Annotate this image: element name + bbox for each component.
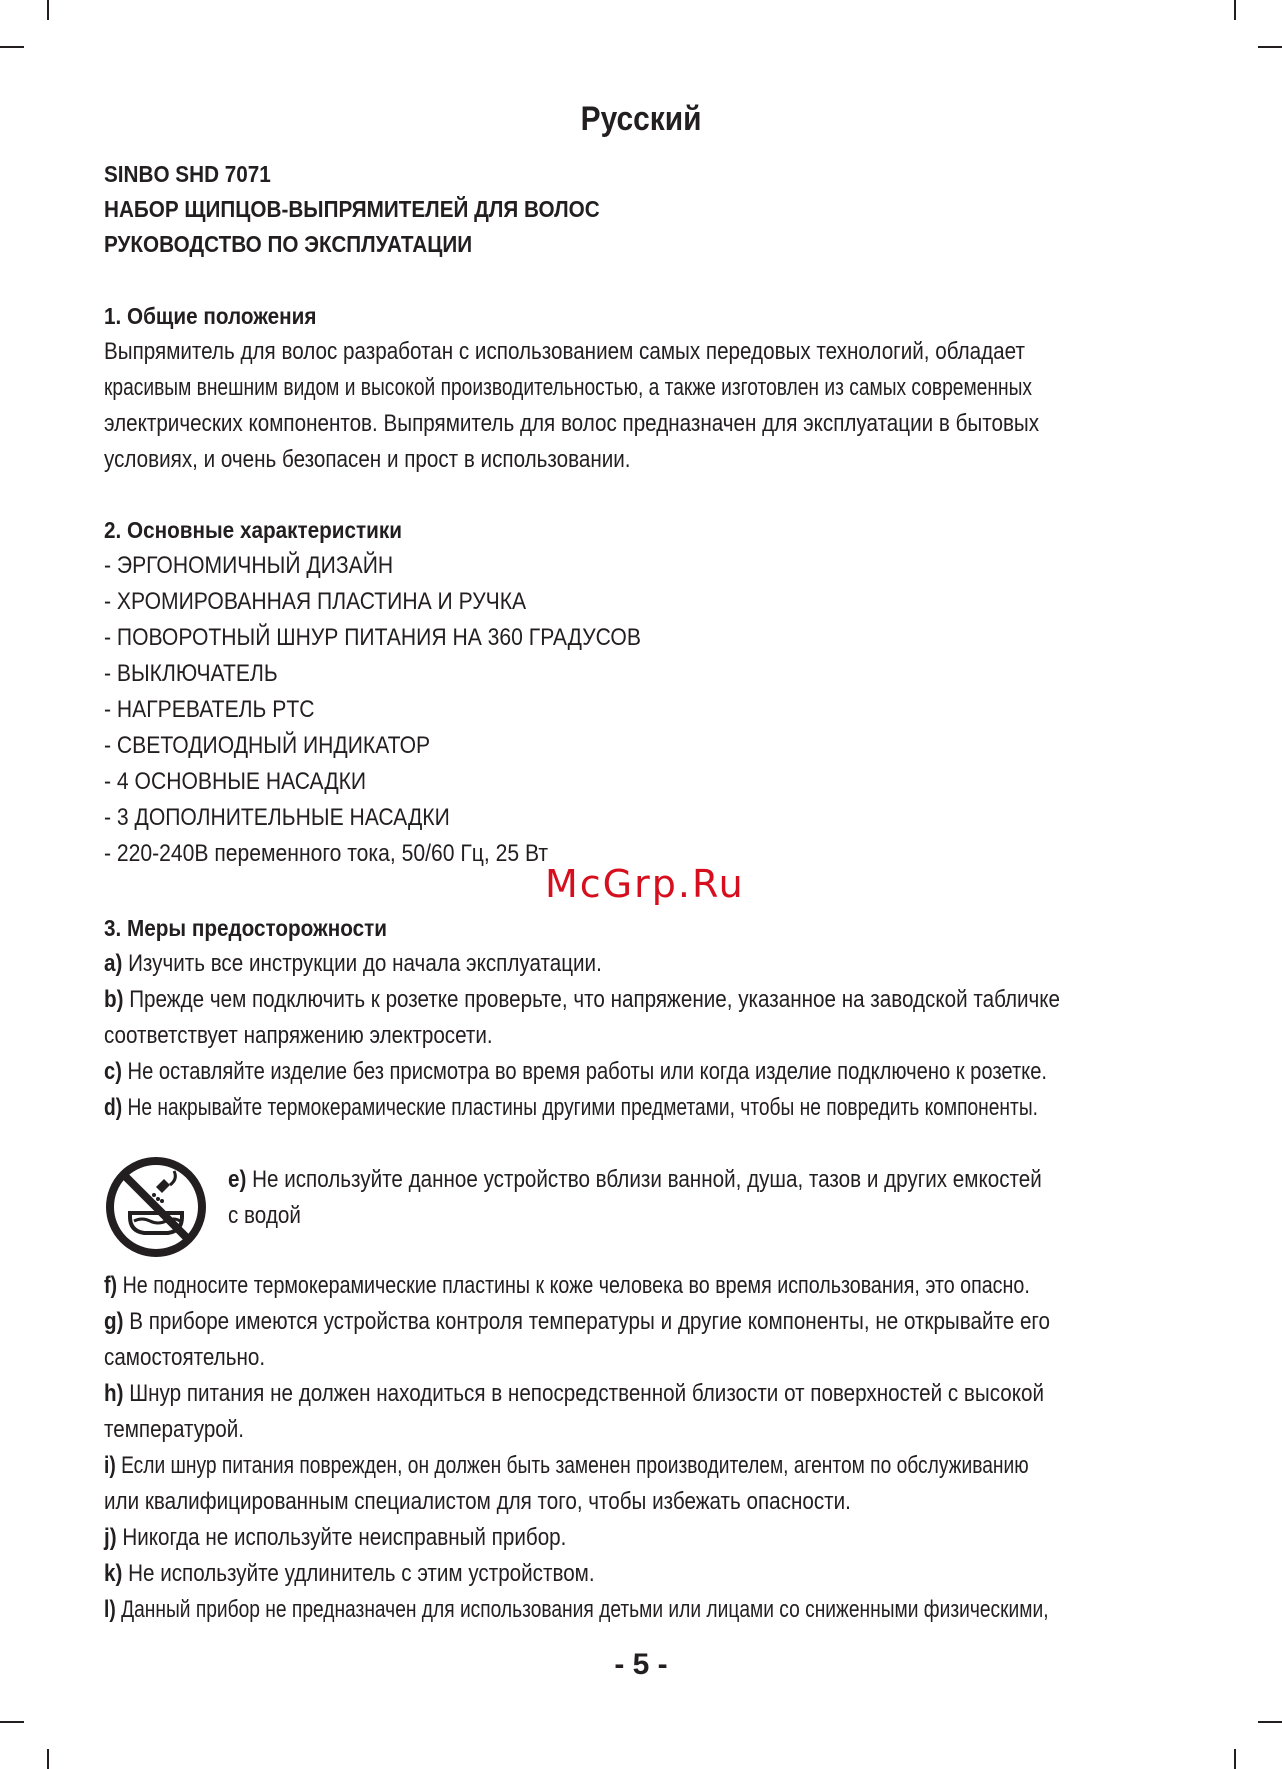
page-number: - 5 - — [614, 1648, 668, 1681]
precaution-i: i) Если шнур питания поврежден, он должен быть заменен производителем, агентом по обслуживанию — [104, 1452, 1029, 1479]
crop-mark — [1234, 1749, 1236, 1769]
precaution-g: g) В приборе имеются устройства контроля температуры и другие компоненты, не открывайте его — [104, 1308, 1050, 1335]
watermark: McGrp.Ru — [545, 862, 745, 906]
precaution-c: c) Не оставляйте изделие без присмотра во время работы или когда изделие подключено к розетке. — [104, 1058, 1048, 1085]
precaution-h: h) Шнур питания не должен находиться в непосредственной близости от поверхностей с высокой — [104, 1380, 1045, 1407]
list-item: - ЭРГОНОМИЧНЫЙ ДИЗАЙН — [104, 552, 394, 579]
precaution-a: a) Изучить все инструкции до начала эксплуатации. — [104, 950, 602, 977]
precaution-k: k) Не используйте удлинитель с этим устройством. — [104, 1560, 595, 1587]
precaution-e-cont: с водой — [228, 1202, 301, 1229]
section-title: 2. Основные характеристики — [104, 517, 402, 543]
precaution-i-cont: или квалифицированным специалистом для того, чтобы избежать опасности. — [104, 1488, 851, 1515]
crop-mark — [0, 46, 24, 48]
no-water-bath-icon — [104, 1155, 208, 1259]
paragraph-line: электрических компонентов. Выпрямитель для волос предназначен для эксплуатации в бытовых — [104, 410, 1040, 437]
page-header-language: Русский — [580, 100, 702, 138]
document-title — [104, 157, 734, 262]
precaution-j: j) Никогда не используйте неисправный прибор. — [104, 1524, 567, 1551]
manual-name: РУКОВОДСТВО ПО ЭКСПЛУАТАЦИИ — [104, 231, 473, 257]
crop-mark — [47, 1749, 49, 1769]
precaution-b-cont: соответствует напряжению электросети. — [104, 1022, 493, 1049]
model-name: SINBO SHD 7071 — [104, 161, 271, 187]
precaution-b: b) Прежде чем подключить к розетке проверьте, что напряжение, указанное на заводской табличке — [104, 986, 1061, 1013]
crop-mark — [0, 1721, 24, 1723]
list-item: - НАГРЕВАТЕЛЬ PTC — [104, 696, 315, 723]
precaution-d: d) Не накрывайте термокерамические пластины другими предметами, чтобы не повредить компоненты. — [104, 1094, 1038, 1121]
section-features — [104, 512, 1182, 872]
precaution-l: l) Данный прибор не предназначен для использования детьми или лицами со сниженными физическими, — [104, 1596, 1049, 1623]
precaution-g-cont: самостоятельно. — [104, 1344, 266, 1371]
list-item: - ХРОМИРОВАННАЯ ПЛАСТИНА И РУЧКА — [104, 588, 527, 615]
precaution-h-cont: температурой. — [104, 1416, 245, 1443]
list-item: - 3 ДОПОЛНИТЕЛЬНЫЕ НАСАДКИ — [104, 804, 450, 831]
precaution-e: e) Не используйте данное устройство вблизи ванной, душа, тазов и других емкостей — [228, 1166, 1042, 1193]
section-title: 3. Меры предосторожности — [104, 915, 387, 941]
section-title: 1. Общие положения — [104, 303, 317, 329]
paragraph-line: условиях, и очень безопасен и прост в использовании. — [104, 446, 631, 473]
crop-mark — [1258, 1721, 1282, 1723]
crop-mark — [1258, 46, 1282, 48]
crop-mark — [47, 0, 49, 20]
section-general — [104, 298, 1182, 478]
list-item: - ПОВОРОТНЫЙ ШНУР ПИТАНИЯ НА 360 ГРАДУСОВ — [104, 624, 641, 651]
product-name: НАБОР ЩИПЦОВ-ВЫПРЯМИТЕЛЕЙ ДЛЯ ВОЛОС — [104, 196, 600, 222]
list-item: - 4 ОСНОВНЫЕ НАСАДКИ — [104, 768, 367, 795]
paragraph-line: красивым внешним видом и высокой производительностью, а также изготовлен из самых современных — [104, 374, 1032, 401]
precaution-e-block — [228, 1162, 1178, 1234]
list-item: - СВЕТОДИОДНЫЙ ИНДИКАТОР — [104, 732, 431, 759]
section-precautions — [104, 910, 1182, 1126]
precaution-f: f) Не подносите термокерамические пластины к коже человека во время использования, это опасно. — [104, 1272, 1030, 1299]
section-precautions-continued — [104, 1268, 1182, 1628]
crop-mark — [1234, 0, 1236, 20]
list-item: - 220-240В переменного тока, 50/60 Гц, 25 Вт — [104, 840, 549, 867]
list-item: - ВЫКЛЮЧАТЕЛЬ — [104, 660, 278, 687]
paragraph-line: Выпрямитель для волос разработан с использованием самых передовых технологий, обладает — [104, 338, 1025, 365]
